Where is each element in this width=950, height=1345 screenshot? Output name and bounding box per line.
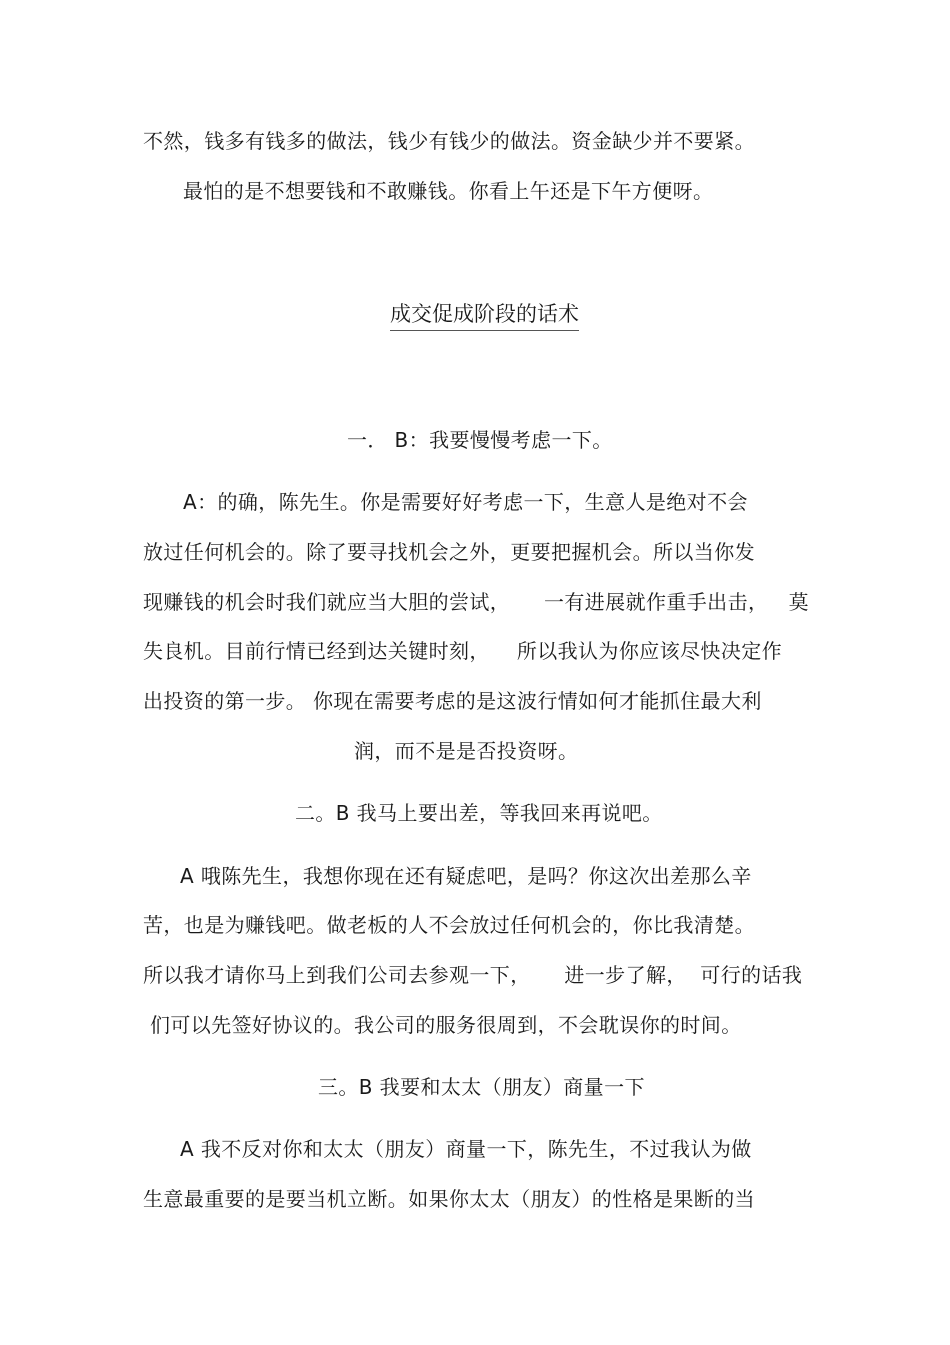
answer-1-line-2: 放过任何机会的。除了要寻找机会之外，更要把握机会。所以当你发 [143, 540, 755, 564]
answer-2-line-4: 们可以先签好协议的。我公司的服务很周到，不会耽误你的时间。 [150, 1013, 742, 1037]
answer-3-line-2: 生意最重要的是要当机立断。如果你太太（朋友）的性格是果断的当 [143, 1187, 755, 1211]
question-1: 一． B：我要慢慢考虑一下。 [347, 428, 613, 452]
answer-1-line-5: 出投资的第一步。 你现在需要考虑的是这波行情如何才能抓住最大利 [143, 689, 762, 713]
answer-1-line-6: 润，而不是是否投资呀。 [354, 739, 579, 763]
answer-1-line-1: A：的确，陈先生。你是需要好好考虑一下，生意人是绝对不会 [183, 490, 748, 514]
answer-2-line-1: A 哦陈先生，我想你现在还有疑虑吧，是吗？你这次出差那么辛 [180, 864, 752, 888]
answer-3-line-1: A 我不反对你和太太（朋友）商量一下，陈先生，不过我认为做 [180, 1137, 752, 1161]
question-2: 二。B 我马上要出差，等我回来再说吧。 [295, 801, 663, 825]
section-title: 成交促成阶段的话术 [390, 300, 579, 331]
question-3: 三。B 我要和太太（朋友）商量一下 [318, 1075, 645, 1099]
answer-1-line-4: 失良机。目前行情已经到达关键时刻， 所以我认为你应该尽快决定作 [143, 639, 783, 663]
intro-line-2: 最怕的是不想要钱和不敢赚钱。你看上午还是下午方便呀。 [183, 179, 714, 203]
answer-1-line-3: 现赚钱的机会时我们就应当大胆的尝试， 一有进展就作重手出击， 莫 [143, 590, 810, 614]
intro-line-1: 不然，钱多有钱多的做法，钱少有钱少的做法。资金缺少并不要紧。 [143, 129, 755, 153]
answer-2-line-2: 苦，也是为赚钱吧。做老板的人不会放过任何机会的，你比我清楚。 [143, 913, 755, 937]
answer-2-line-3: 所以我才请你马上到我们公司去参观一下， 进一步了解， 可行的话我 [143, 963, 803, 987]
